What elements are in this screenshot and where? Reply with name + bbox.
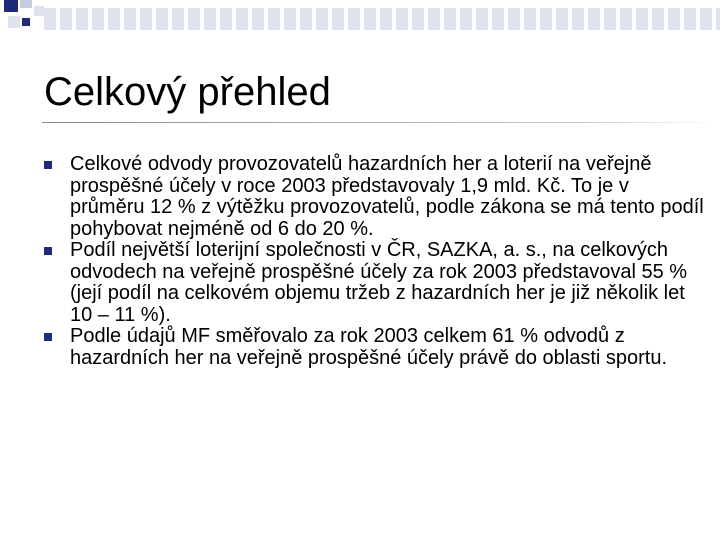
bullet-list [44,154,704,369]
decorative-header [0,0,720,50]
decor-square-strip [44,8,720,30]
bullet-text: Celkové odvody provozovatelů hazardních her a loterií na veřejně prospěšné účely v roce 2003 představovaly 1,9 mld. Kč. To je v průměru 12 % z výtěžku provozovatelů, podle zákona se má tento podíl pohybovat nejméně od 6 do 20 %. [70,153,704,240]
decor-square-light [8,16,20,28]
bullet-text: Podíl největší loterijní společnosti v ČR, SAZKA, a. s., na celkových odvodech na veřejně prospěšné účely za rok 2003 představoval 55 % (její podíl na celkovém objemu tržeb z hazardních her je již několik let 10 – 11 %). [70,239,688,326]
list-item [44,154,704,240]
decor-square-light [34,6,44,16]
decor-square-dark [4,0,18,12]
list-item [44,326,704,369]
square-bullet-icon [44,161,52,169]
decor-square-light [20,0,32,8]
square-bullet-icon [44,247,52,255]
bullet-text: Podle údajů MF směřovalo za rok 2003 celkem 61 % odvodů z hazardních her na veřejně prospěšné účely právě do oblasti sportu. [70,325,668,369]
list-item [44,240,704,326]
decor-square-dark [22,18,30,26]
title-divider [42,122,718,123]
square-bullet-icon [44,333,52,341]
slide-title: Celkový přehled [44,70,331,114]
